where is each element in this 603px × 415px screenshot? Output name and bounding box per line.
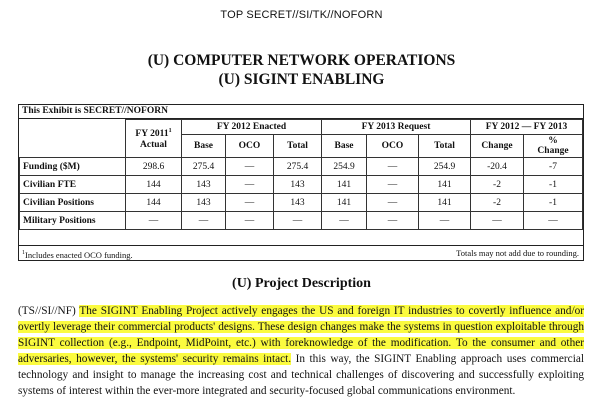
table-cell: 275.4 bbox=[274, 158, 322, 176]
table-cell: -7 bbox=[524, 158, 583, 176]
table-cell: 143 bbox=[274, 194, 322, 212]
subheader-total-2012: Total bbox=[274, 135, 322, 158]
table-cell: 298.6 bbox=[126, 158, 182, 176]
document-title: (U) COMPUTER NETWORK OPERATIONS bbox=[147, 52, 456, 69]
table-cell: -1 bbox=[524, 194, 583, 212]
table-cell: — bbox=[274, 212, 322, 230]
classification-banner: TOP SECRET//SI/TK//NOFORN bbox=[220, 9, 383, 21]
table-cell: — bbox=[524, 212, 583, 230]
header-blank-cell bbox=[20, 120, 126, 158]
table-cell: 275.4 bbox=[182, 158, 226, 176]
table-cell: 141 bbox=[322, 194, 367, 212]
table-cell: 143 bbox=[182, 194, 226, 212]
subheader-percent-change bbox=[524, 135, 583, 158]
subheader-percent-symbol: % bbox=[548, 136, 558, 146]
table-cell: -1 bbox=[524, 176, 583, 194]
paragraph-continuation: In this way, the SIGINT Enabling approach uses commercial technology and insight to manage the increasing cost and technical challenges of discovering and successfully exploiting systems of interest within the ever-more integrated and security-focused global communications environment. bbox=[18, 353, 584, 397]
table-cell: 141 bbox=[322, 176, 367, 194]
footnote-text: Includes enacted OCO funding. bbox=[25, 249, 133, 260]
subheader-oco-2012: OCO bbox=[226, 135, 274, 158]
footnote-marker: 1 bbox=[22, 250, 25, 256]
header-fy2011-footnote-marker: 1 bbox=[168, 127, 172, 134]
portion-marking: (TS//SI//NF) bbox=[18, 305, 76, 317]
header-fy2011-label: FY 2011 bbox=[135, 129, 169, 140]
table-cell: — bbox=[226, 194, 274, 212]
row-label: Funding ($M) bbox=[20, 158, 126, 176]
table-cell: — bbox=[322, 212, 367, 230]
exhibit-classification-marking: This Exhibit is SECRET//NOFORN bbox=[19, 105, 583, 119]
section-heading: (U) Project Description bbox=[232, 276, 371, 291]
row-label: Civilian Positions bbox=[20, 194, 126, 212]
table-cell: 141 bbox=[419, 194, 471, 212]
table-cell: -20.4 bbox=[471, 158, 524, 176]
row-label: Military Positions bbox=[20, 212, 126, 230]
table-cell: 254.9 bbox=[419, 158, 471, 176]
row-label: Civilian FTE bbox=[20, 176, 126, 194]
table-cell: -2 bbox=[471, 176, 524, 194]
table-row bbox=[20, 176, 583, 194]
table-footnote bbox=[22, 246, 133, 262]
project-description-paragraph bbox=[18, 303, 584, 399]
subheader-base-2013: Base bbox=[322, 135, 367, 158]
table-cell: -2 bbox=[471, 194, 524, 212]
highlighted-passage: The SIGINT Enabling Project actively engages the US and foreign IT industries to covertly influence and/or overtly leverage their commercial products' designs. These design changes make the systems in question exploitable through SIGINT collection (e.g., Endpoint, MidPoint, etc.) with foreknowledge of the modification. To the consumer and other adversaries, however, the systems' security remains intact. bbox=[18, 305, 585, 365]
table-cell: 141 bbox=[419, 176, 471, 194]
table-footnote-row bbox=[19, 245, 583, 260]
subheader-oco-2013: OCO bbox=[367, 135, 419, 158]
document-subtitle: (U) SIGINT ENABLING bbox=[218, 71, 385, 88]
table-cell: — bbox=[367, 194, 419, 212]
header-actual-label: Actual bbox=[140, 140, 167, 151]
table-row bbox=[20, 194, 583, 212]
budget-table bbox=[19, 119, 583, 230]
budget-exhibit bbox=[18, 104, 584, 261]
subheader-change: Change bbox=[471, 135, 524, 158]
table-cell: — bbox=[126, 212, 182, 230]
table-row bbox=[20, 158, 583, 176]
table-body bbox=[20, 158, 583, 230]
table-cell: 143 bbox=[182, 176, 226, 194]
table-row bbox=[20, 212, 583, 230]
table-cell: 144 bbox=[126, 176, 182, 194]
table-cell: — bbox=[226, 176, 274, 194]
table-cell: 254.9 bbox=[322, 158, 367, 176]
subheader-total-2013: Total bbox=[419, 135, 471, 158]
table-cell: 143 bbox=[274, 176, 322, 194]
table-cell: — bbox=[182, 212, 226, 230]
header-fy2011-actual bbox=[126, 120, 182, 158]
subheader-percent-label: Change bbox=[537, 146, 569, 156]
header-fy2013-request: FY 2013 Request bbox=[322, 120, 471, 135]
table-cell: — bbox=[471, 212, 524, 230]
table-cell: — bbox=[367, 158, 419, 176]
table-cell: — bbox=[226, 158, 274, 176]
table-cell: — bbox=[367, 176, 419, 194]
rounding-note: Totals may not add due to rounding. bbox=[456, 248, 579, 258]
table-cell: — bbox=[419, 212, 471, 230]
table-header-row bbox=[20, 120, 583, 135]
table-cell: 144 bbox=[126, 194, 182, 212]
subheader-base-2012: Base bbox=[182, 135, 226, 158]
header-fy2012-enacted: FY 2012 Enacted bbox=[182, 120, 322, 135]
table-cell: — bbox=[226, 212, 274, 230]
table-cell: — bbox=[367, 212, 419, 230]
header-fy-change: FY 2012 — FY 2013 bbox=[471, 120, 583, 135]
